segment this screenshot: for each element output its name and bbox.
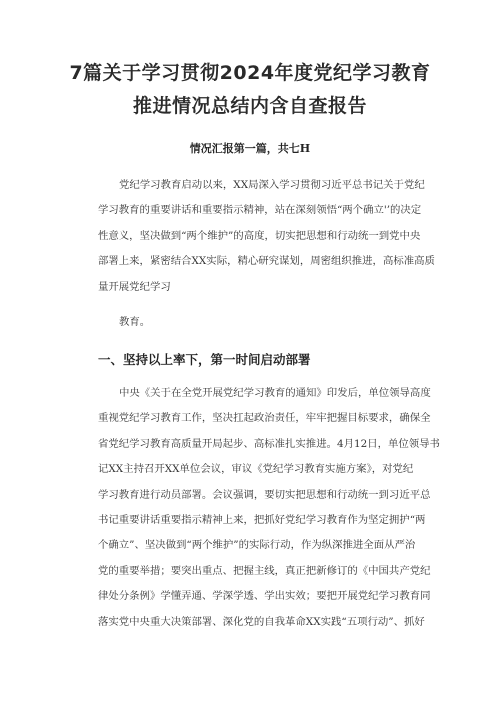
paragraph-line: 个确立”、坚决做到“两个维护”的实际行动，作为纵深推进全面从严治 — [98, 539, 416, 552]
paragraph-line: 记XX主持召开XX单位会议，审议《党纪学习教育实施方案》，对党纪 — [98, 463, 414, 476]
paragraph-line: 学习教育的重要讲话和重要指示精神，站在深刻领悟“两个确立'’的决定 — [98, 204, 422, 217]
document-title-line-2: 推进情况总结内含自查报告 — [132, 95, 367, 117]
paragraph-line: 性意义，坚决做到“两个维护”的高度，切实把思想和行动统一到党中央 — [98, 229, 421, 242]
paragraph-line: 党的重要举措；要突出重点、把握主线，真正把新修订的《中国共产党纪 — [98, 564, 431, 577]
paragraph-line: 重视党纪学习教育工作，坚决扛起政治责任，牢牢把握目标要求，确保全 — [98, 412, 431, 425]
paragraph-line: 量开展党纪学习 — [98, 280, 171, 293]
document-title-line-1: 7篇关于学习贯彻2024年度党纪学习教育 — [69, 62, 431, 84]
intro-paragraph-tail: 教育。 — [119, 316, 151, 328]
paragraph-line: 律处分条例》学懂弄通、学深学透、学出实效；要把开展党纪学习教育同 — [98, 590, 431, 603]
paragraph-line: 书记重要讲话重要指示精神上来，把抓好党纪学习教育作为坚定拥护“两 — [98, 513, 426, 526]
section-heading-1: 一、坚持以上率下，第一时间启动部署 — [98, 352, 311, 367]
section-1-paragraph — [98, 381, 440, 635]
paragraph-line: 省党纪学习教育高质量开局起步、高标准扎实推进。4月12日，单位领导书 — [98, 437, 440, 450]
paragraph-line: 中央《关于在全党开展党纪学习教育的通知》印发后，单位领导高度 — [119, 387, 431, 399]
paragraph-line: 部署上来，紧密结合XX实际，精心研究谋划，周密组织推进，高标准高质 — [98, 255, 435, 268]
intro-paragraph — [98, 173, 435, 300]
paragraph-line: 落实党中央重大决策部署、深化党的自我革命XX实践“五项行动”、抓好 — [98, 615, 425, 628]
paragraph-line: 学习教育进行动员部署。会议强调，要切实把思想和行动统一到习近平总 — [98, 488, 431, 501]
document-subtitle: 情况汇报第一篇，共七H — [189, 142, 311, 155]
paragraph-line: 党纪学习教育启动以来，XX局深入学习贯彻习近平总书记关于党纪 — [119, 179, 425, 191]
